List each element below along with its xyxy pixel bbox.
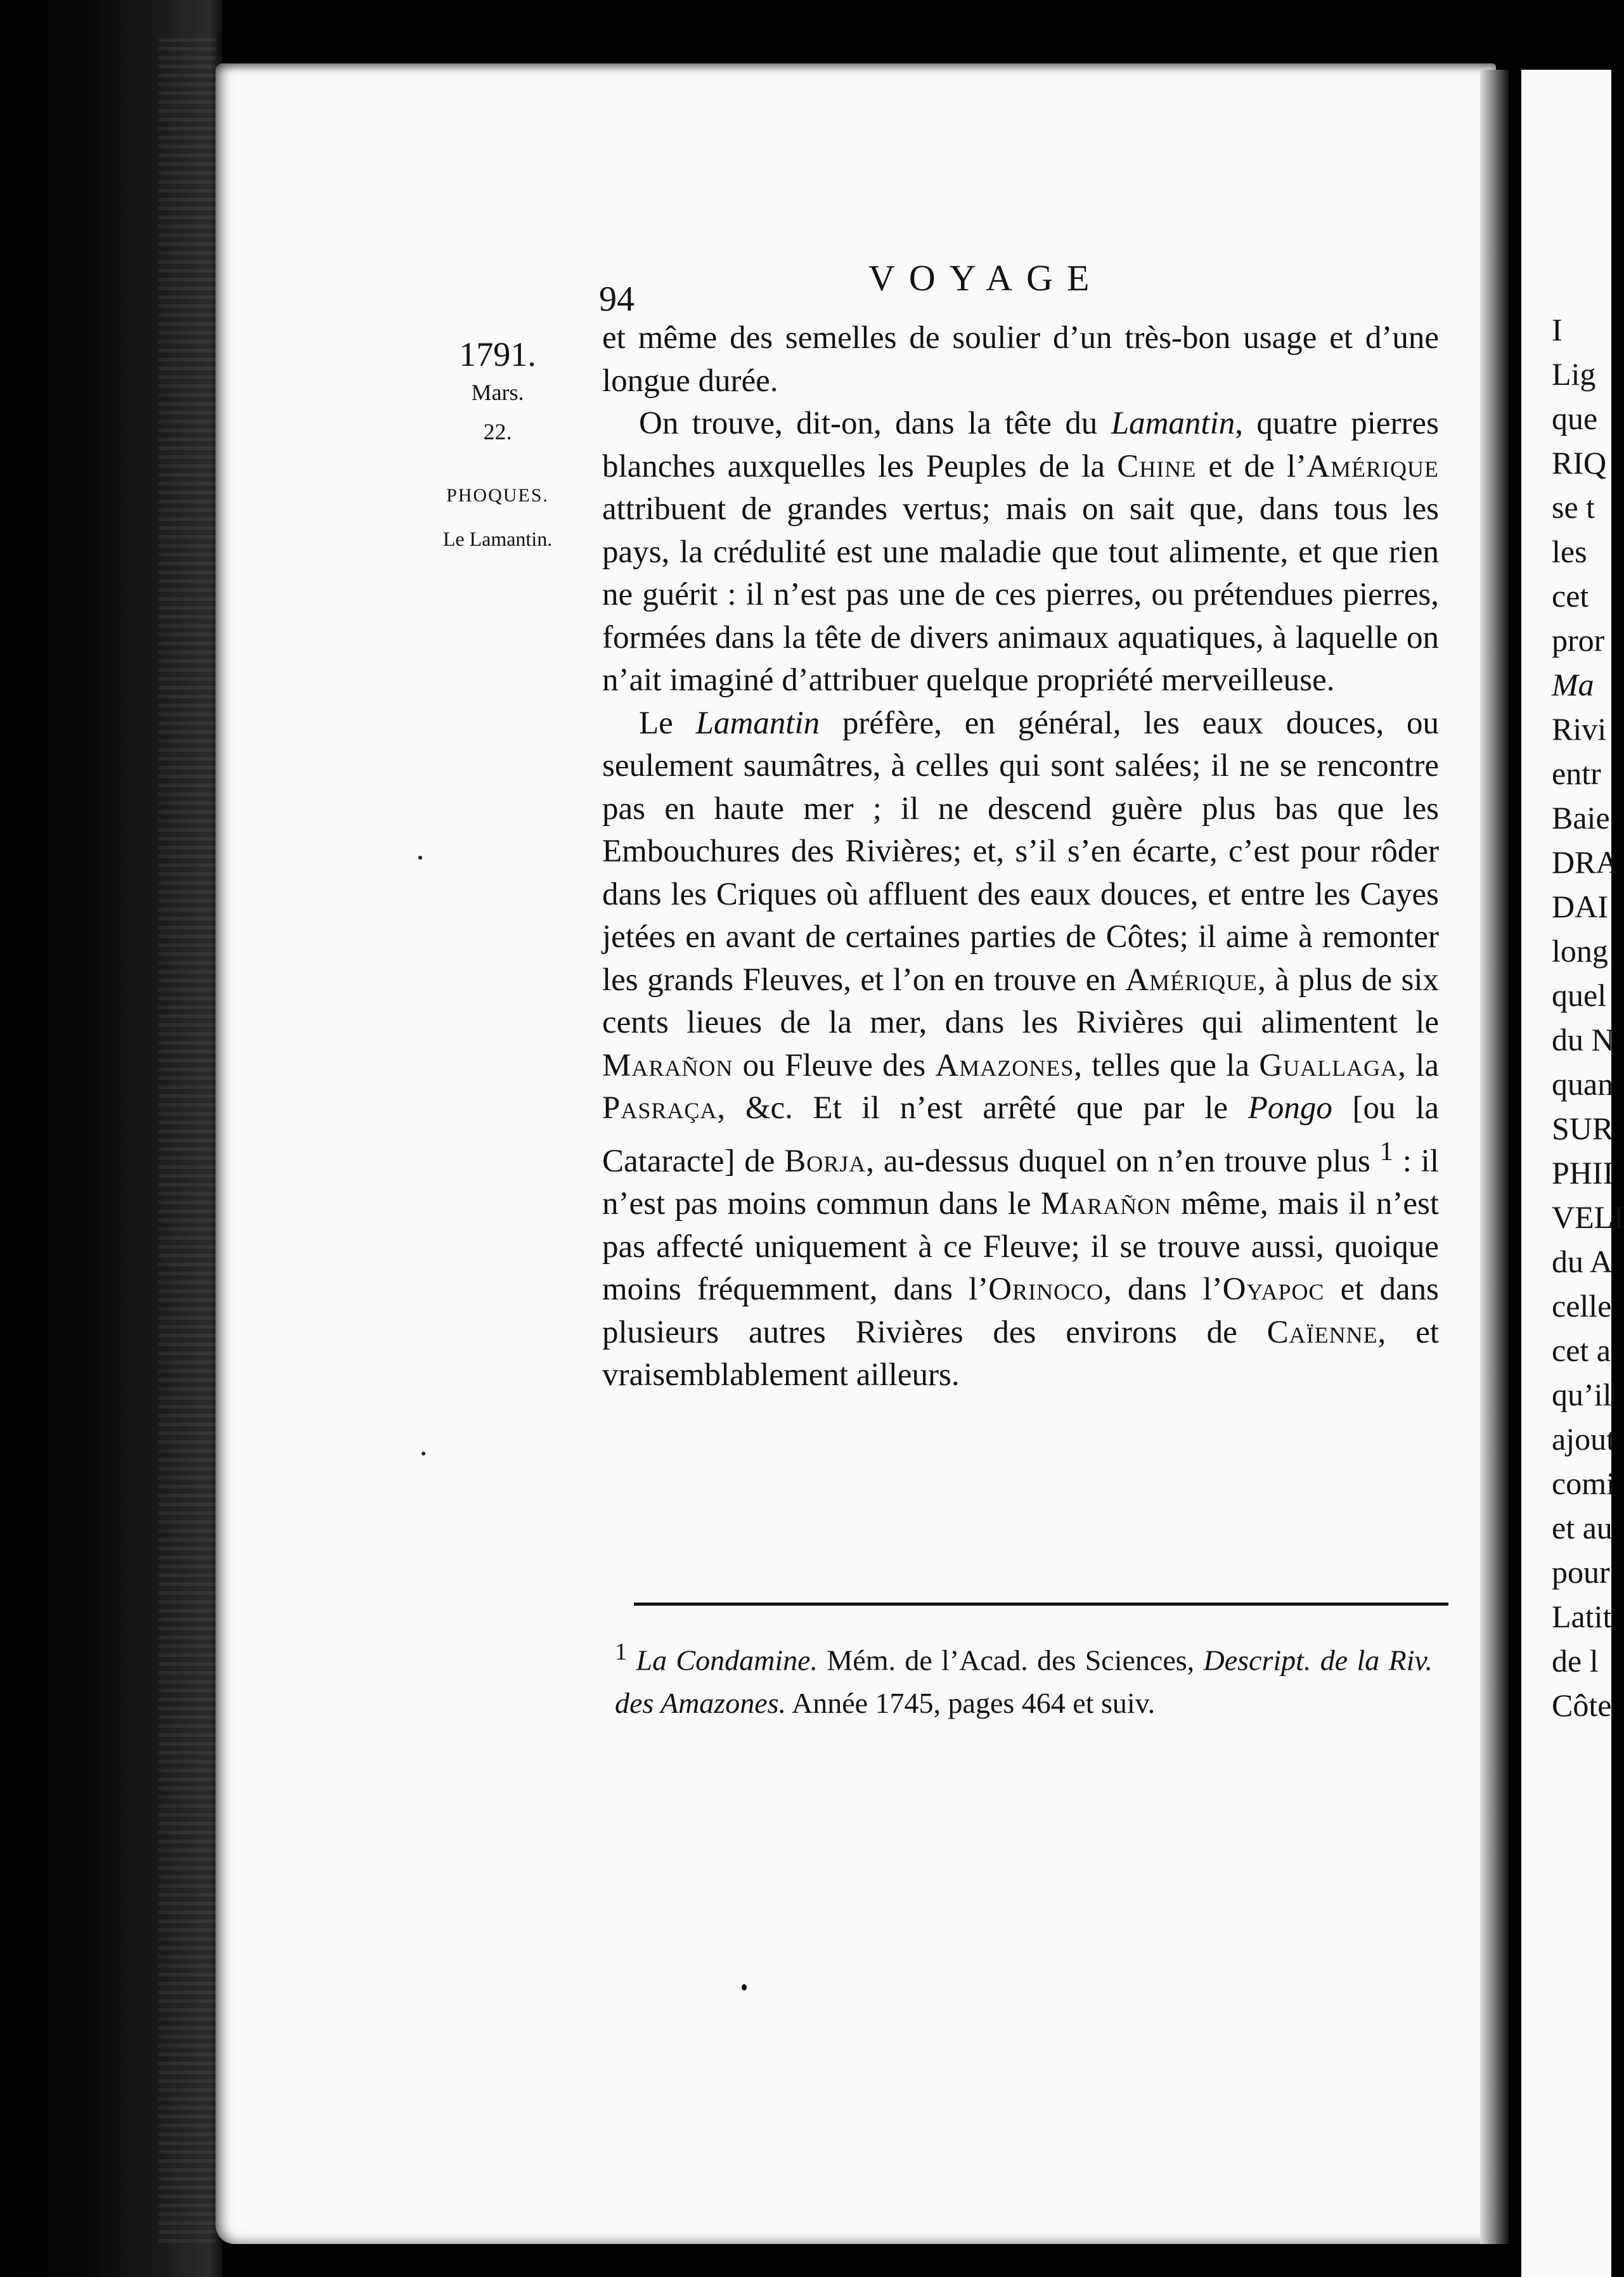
facing-fragment: VELI [1552,1199,1624,1235]
facing-fragment: Baie [1552,800,1610,835]
facing-page [1521,70,1624,2277]
footnote-marker: 1 [615,1639,628,1665]
facing-fragment: comi [1552,1466,1615,1501]
place-name: Amérique [1125,962,1258,998]
facing-fragment: RIQ [1552,445,1607,481]
emphasis: Pongo [1247,1090,1332,1126]
ink-speck [418,856,422,860]
facing-fragment: pror [1552,622,1605,658]
facing-fragment: qu’il [1552,1377,1612,1412]
place-name: Borja [784,1143,867,1179]
footnote-ref: 1 [1379,1136,1393,1166]
page-gap [1509,63,1521,2277]
place-name: Marañon [602,1047,733,1083]
margin-month: Mars. [471,380,524,405]
facing-fragment: et au [1552,1510,1613,1545]
emphasis: Lamantin [1111,406,1235,441]
facing-fragment: de l [1552,1643,1599,1679]
facing-fragment: pour [1552,1554,1610,1590]
facing-fragment: les [1552,534,1587,569]
page-gutter-shadow [1480,70,1509,2244]
facing-fragment: Côte [1552,1687,1612,1723]
margin-topic: PHOQUES. [446,485,549,506]
body-text [602,317,1439,1397]
page-number: 94 [599,280,635,319]
facing-fragment: Rivi [1552,711,1607,747]
facing-fragment: se t [1552,489,1595,525]
place-name: Guallaga [1259,1047,1398,1083]
facing-fragment: I [1552,312,1563,347]
facing-fragment: Lig [1552,356,1596,392]
footnote-title: Descript. de la Riv. des Amazones. [615,1644,1433,1720]
ink-speck [742,1984,747,1990]
facing-fragment: DRA [1552,844,1619,880]
facing-fragment: PHII [1552,1155,1614,1190]
margin-subtopic: Le Lamantin. [442,527,553,550]
facing-fragment: que [1552,401,1598,436]
facing-fragment: entr [1552,756,1601,791]
facing-fragment: celle [1552,1288,1612,1324]
place-name: Amérique [1306,448,1439,484]
place-name: Caïenne [1266,1314,1378,1350]
running-title: VOYAGE [868,257,1104,299]
place-name: Chine [1117,448,1197,484]
footnote-author: La Condamine. [636,1644,818,1677]
margin-year: 1791. [459,335,536,373]
paragraph: Le Lamantin préfère, en général, les eaux douces, ou seulement saumâtres, à celles qui sont salées; il ne se rencontre pas en haute mer ; il ne descend guère plus bas que les Embouchures des Rivières; et, s’il s’en écarte, c’est pour rôder dans les Criques où affluent des eaux douces, et entre les Cayes jetées en avant de certaines parties de Côtes; il aime à remonter les grands Fleuves, et l’on en trouve en Amérique, à plus de six cents lieues de la mer, dans les Rivières qui alimentent le Marañon ou Fleuve des Amazones, telles que la Guallaga, la Pasraça, &c. Et il n’est arrêté que par le Pongo [ou la Cataracte] de Borja, au-dessus duquel on n’en trouve plus $^1$ : il n’est pas moins commun dans le Marañon même, mais il n’est pas affecté uniquement à ce Fleuve; il se trouve aussi, quoique moins fréquemment, dans l’Orinoco, dans l’Oyapoc et dans plusieurs autres Rivières des environs de Caïenne, et vraisemblablement ailleurs. [602,705,1440,1393]
place-name: Amazones [935,1047,1074,1083]
facing-fragment: du N [1552,1022,1614,1057]
margin-day: 22. [483,419,512,444]
facing-fragment: quan [1552,1066,1614,1102]
ink-speck [422,1452,425,1455]
facing-fragment: long [1552,933,1608,969]
emphasis: Lamantin [695,705,820,741]
place-name: Oyapoc [1222,1272,1325,1307]
facing-fragment: quel [1552,977,1607,1013]
place-name: Orinoco [988,1272,1104,1307]
footnote: $^1$ La Condamine. Mém. de l’Acad. des Sciences, Descript. de la Riv. des Amazones. Année 1745, pages 464 et suiv. [615,1639,1433,1720]
facing-fragment: DAI [1552,889,1608,924]
facing-fragment: Latit [1552,1599,1612,1634]
place-name: Pasraça [602,1090,718,1126]
place-name: Marañon [1040,1186,1172,1222]
book-binding-edge [0,0,222,2277]
footnote-rule [634,1603,1448,1606]
facing-fragment: cet a [1552,1332,1611,1368]
facing-fragment: ajout [1552,1421,1615,1457]
paragraph: On trouve, dit-on, dans la tête du Lamantin, quatre pierres blanches auxquelles les Peuples de la Chine et de l’Amérique attribuent de grandes vertus; mais on sait que, dans tous les pays, la crédulité est une maladie que tout alimente, et que rien ne guérit : il n’est pas une de ces pierres, ou prétendues pierres, formées dans la tête de divers animaux aquatiques, à laquelle on n’ait imaginé d’attribuer quelque propriété merveilleuse. [602,406,1439,698]
facing-fragment: du A [1552,1244,1613,1279]
facing-fragment: SUR [1552,1111,1614,1146]
facing-fragment: Ma [1552,667,1594,702]
facing-fragment: cet [1552,578,1589,614]
paragraph: et même des semelles de soulier d’un très-bon usage et d’une longue durée. [602,320,1439,399]
